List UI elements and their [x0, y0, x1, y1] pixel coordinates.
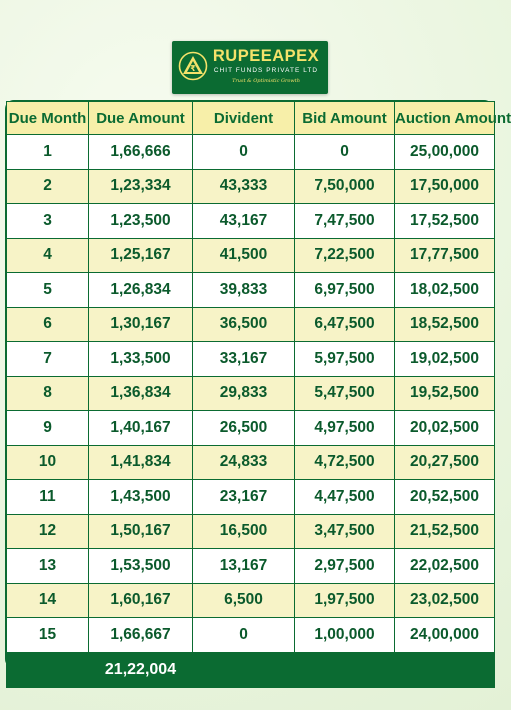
rupee-triangle-emblem-icon	[178, 51, 208, 81]
table-row	[7, 135, 495, 170]
cell-divident: 26,500	[193, 411, 295, 446]
cell-due-month: 3	[7, 204, 89, 239]
svg-text:₹: ₹	[190, 64, 196, 73]
column-header-due-amount: Due Amount	[89, 102, 193, 135]
cell-divident: 0	[193, 135, 295, 170]
chit-schedule-table-container	[5, 100, 511, 678]
table-row	[7, 204, 495, 239]
cell-due-month: 8	[7, 376, 89, 411]
cell-due-month: 2	[7, 169, 89, 204]
cell-due-amount: 1,23,500	[89, 204, 193, 239]
table-row	[7, 342, 495, 377]
cell-bid-amount: 7,47,500	[295, 204, 395, 239]
cell-due-month: 12	[7, 514, 89, 549]
table-header-row	[7, 102, 495, 135]
cell-auction-amount: 20,52,500	[395, 480, 495, 515]
cell-divident: 29,833	[193, 376, 295, 411]
cell-bid-amount: 4,72,500	[295, 445, 395, 480]
column-header-due-month: Due Month	[7, 102, 89, 135]
column-header-divident: Divident	[193, 102, 295, 135]
cell-due-month: 7	[7, 342, 89, 377]
cell-bid-amount: 0	[295, 135, 395, 170]
cell-bid-amount: 5,97,500	[295, 342, 395, 377]
table-row	[7, 169, 495, 204]
cell-due-amount: 1,41,834	[89, 445, 193, 480]
chit-schedule-table	[6, 101, 511, 688]
cell-due-amount: 1,50,167	[89, 514, 193, 549]
cell-bid-amount: 4,97,500	[295, 411, 395, 446]
cell-auction-amount: 18,02,500	[395, 273, 495, 308]
cell-due-amount: 1,30,167	[89, 307, 193, 342]
cell-auction-amount: 22,02,500	[395, 549, 495, 584]
table-row	[7, 411, 495, 446]
cell-bid-amount: 7,22,500	[295, 238, 395, 273]
brand-name: RUPEEAPEX	[212, 47, 320, 65]
cell-due-month: 10	[7, 445, 89, 480]
cell-divident: 33,167	[193, 342, 295, 377]
cell-auction-amount: 17,50,000	[395, 169, 495, 204]
cell-bid-amount: 6,97,500	[295, 273, 395, 308]
cell-auction-amount: 20,02,500	[395, 411, 495, 446]
cell-due-amount: 1,23,334	[89, 169, 193, 204]
cell-auction-amount: 17,52,500	[395, 204, 495, 239]
cell-divident: 6,500	[193, 583, 295, 618]
cell-divident: 36,500	[193, 307, 295, 342]
cell-due-month: 5	[7, 273, 89, 308]
cell-due-amount: 1,66,666	[89, 135, 193, 170]
total-cell-bid-amount	[295, 652, 395, 687]
cell-bid-amount: 7,50,000	[295, 169, 395, 204]
cell-due-amount: 1,40,167	[89, 411, 193, 446]
table-row	[7, 273, 495, 308]
cell-bid-amount: 6,47,500	[295, 307, 395, 342]
table-row	[7, 376, 495, 411]
table-row	[7, 480, 495, 515]
cell-auction-amount: 17,77,500	[395, 238, 495, 273]
cell-bid-amount: 3,47,500	[295, 514, 395, 549]
cell-divident: 0	[193, 618, 295, 653]
table-row	[7, 445, 495, 480]
total-cell-due-amount: 21,22,004	[89, 652, 193, 687]
cell-due-amount: 1,60,167	[89, 583, 193, 618]
cell-due-month: 6	[7, 307, 89, 342]
cell-bid-amount: 1,00,000	[295, 618, 395, 653]
cell-auction-amount: 24,00,000	[395, 618, 495, 653]
cell-divident: 24,833	[193, 445, 295, 480]
table-row	[7, 618, 495, 653]
cell-auction-amount: 18,52,500	[395, 307, 495, 342]
cell-auction-amount: 19,52,500	[395, 376, 495, 411]
brand-tagline: Trust & Optimistic Growth	[232, 78, 300, 84]
cell-due-month: 9	[7, 411, 89, 446]
table-row	[7, 238, 495, 273]
cell-due-amount: 1,36,834	[89, 376, 193, 411]
total-cell-auction-amount	[395, 652, 495, 687]
cell-divident: 13,167	[193, 549, 295, 584]
cell-due-amount: 1,25,167	[89, 238, 193, 273]
cell-divident: 23,167	[193, 480, 295, 515]
column-header-auction-amount: Auction Amount	[395, 102, 495, 135]
cell-bid-amount: 5,47,500	[295, 376, 395, 411]
cell-divident: 39,833	[193, 273, 295, 308]
cell-auction-amount: 21,52,500	[395, 514, 495, 549]
cell-auction-amount: 19,02,500	[395, 342, 495, 377]
cell-due-amount: 1,53,500	[89, 549, 193, 584]
cell-bid-amount: 1,97,500	[295, 583, 395, 618]
column-header-bid-amount: Bid Amount	[295, 102, 395, 135]
cell-due-amount: 1,33,500	[89, 342, 193, 377]
table-row	[7, 549, 495, 584]
cell-auction-amount: 20,27,500	[395, 445, 495, 480]
cell-divident: 16,500	[193, 514, 295, 549]
table-row	[7, 583, 495, 618]
cell-due-month: 11	[7, 480, 89, 515]
cell-divident: 43,333	[193, 169, 295, 204]
cell-due-amount: 1,26,834	[89, 273, 193, 308]
cell-due-amount: 1,43,500	[89, 480, 193, 515]
cell-auction-amount: 25,00,000	[395, 135, 495, 170]
table-total-row	[7, 652, 495, 687]
brand-subtitle: CHIT FUNDS PRIVATE LTD	[213, 67, 319, 74]
cell-due-month: 13	[7, 549, 89, 584]
brand-logo	[172, 41, 328, 94]
cell-auction-amount: 23,02,500	[395, 583, 495, 618]
total-cell-divident	[193, 652, 295, 687]
total-cell-due-month	[7, 652, 89, 687]
cell-divident: 41,500	[193, 238, 295, 273]
cell-due-month: 1	[7, 135, 89, 170]
cell-bid-amount: 4,47,500	[295, 480, 395, 515]
cell-due-amount: 1,66,667	[89, 618, 193, 653]
table-row	[7, 307, 495, 342]
table-row	[7, 514, 495, 549]
cell-divident: 43,167	[193, 204, 295, 239]
cell-due-month: 14	[7, 583, 89, 618]
cell-due-month: 4	[7, 238, 89, 273]
cell-bid-amount: 2,97,500	[295, 549, 395, 584]
cell-due-month: 15	[7, 618, 89, 653]
